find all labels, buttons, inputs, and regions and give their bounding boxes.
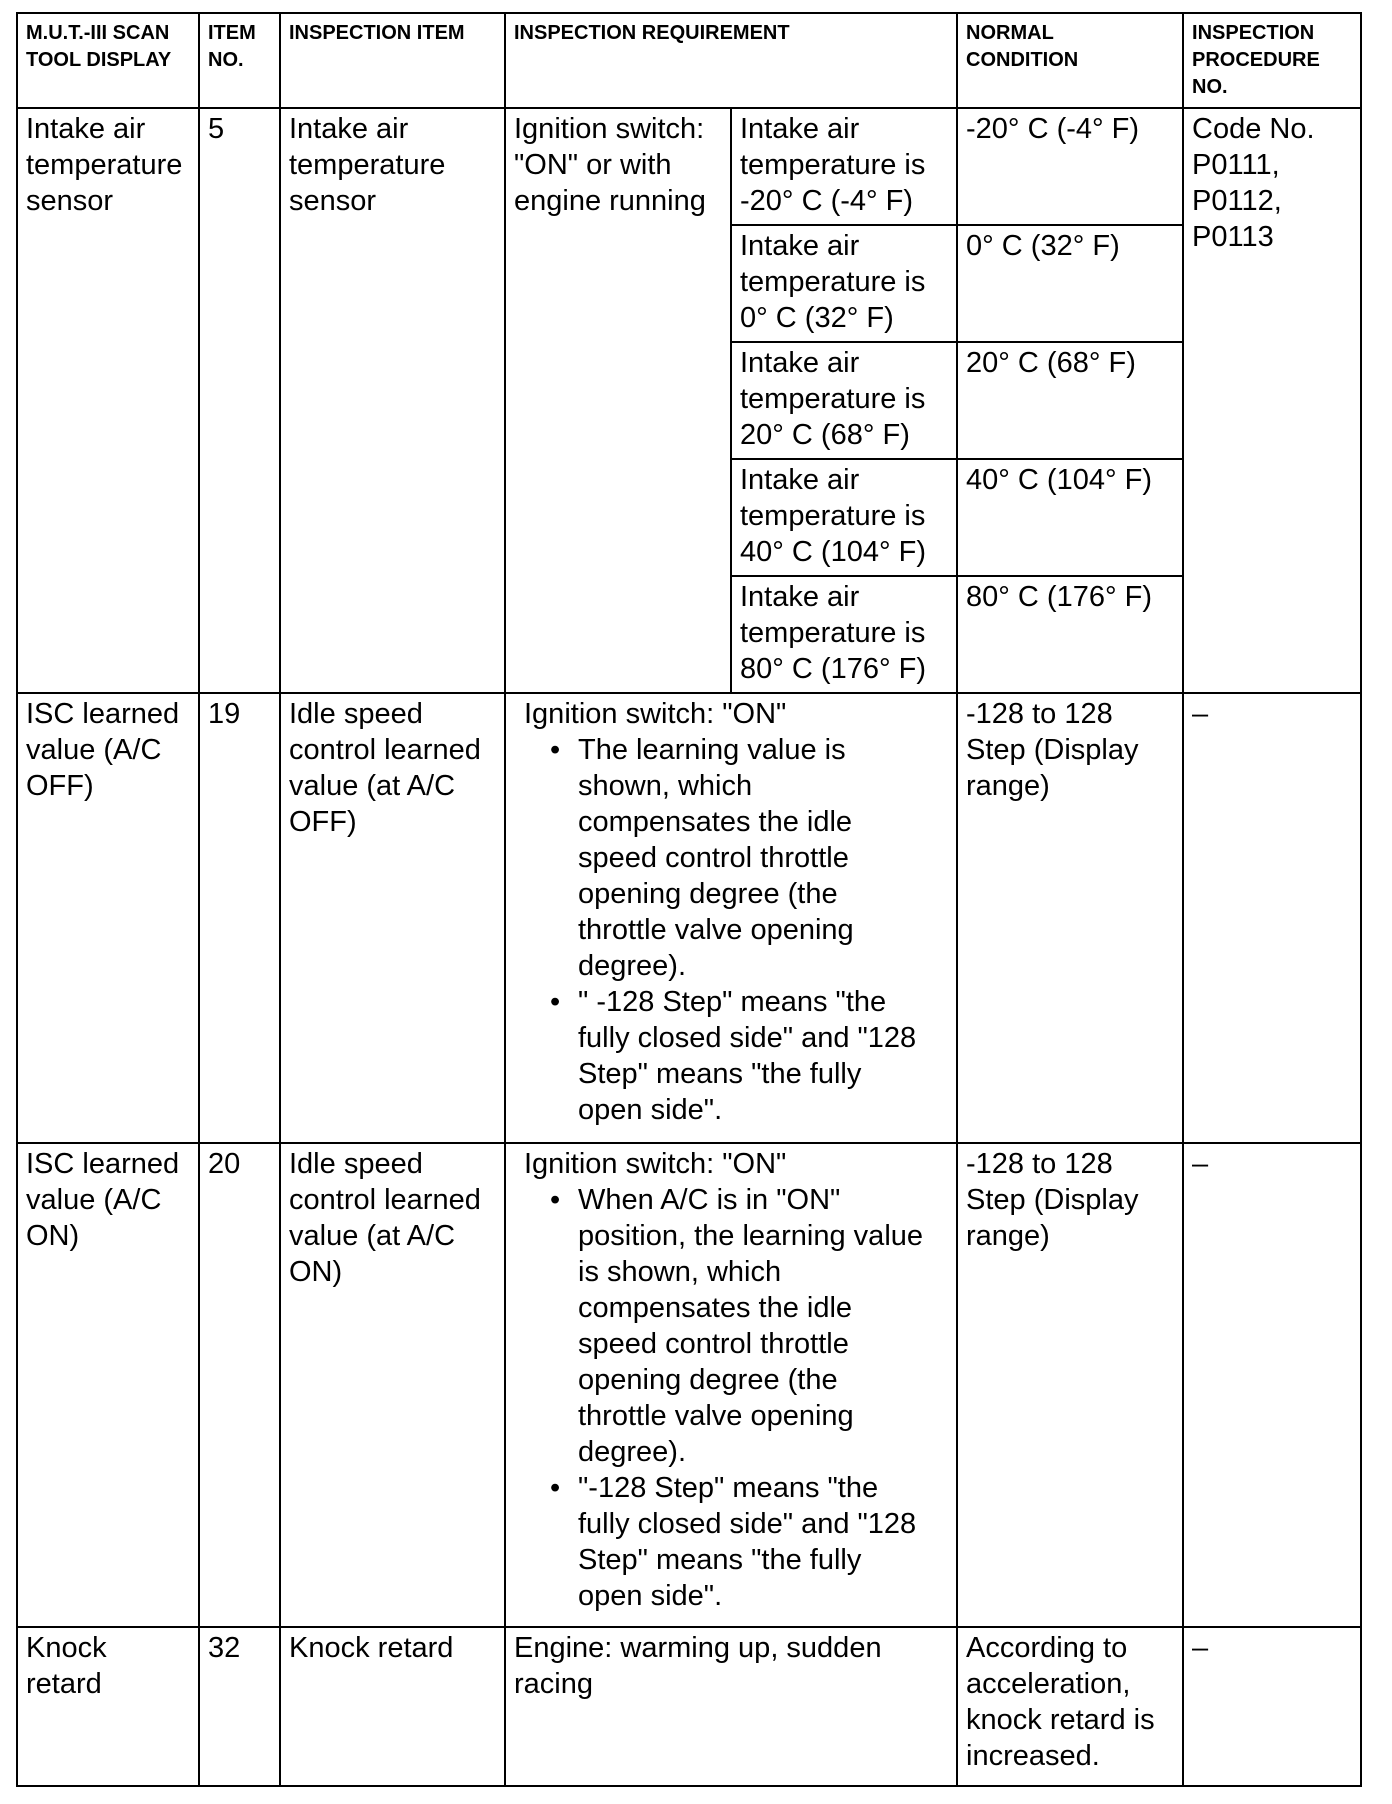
cell-condition: Intake air temperature is 0° C (32° F) — [731, 225, 957, 342]
cell-requirement — [505, 693, 957, 1143]
cell-normal: -20° C (-4° F) — [957, 108, 1183, 225]
list-item: • " -128 Step" means "the fully closed side" and "128 Step" means "the fully open side". — [546, 984, 949, 1128]
cell-inspection-item: Idle speed control learned value (at A/C ON) — [280, 1143, 505, 1627]
header-requirement: INSPECTION REQUIREMENT — [505, 13, 957, 108]
cell-normal: According to acceleration, knock retard is increased. — [957, 1627, 1183, 1786]
table-row-knock — [17, 1627, 1361, 1786]
cell-display: Intake air temperature sensor — [17, 108, 199, 693]
cell-inspection-item: Knock retard — [280, 1627, 505, 1786]
table-row-intake-1 — [17, 108, 1361, 225]
list-item: • When A/C is in "ON" position, the learning value is shown, which compensates the idle speed control throttle opening degree (the throttle valve opening degree). — [546, 1182, 949, 1470]
cell-item-no: 5 — [199, 108, 280, 693]
cell-normal: 40° C (104° F) — [957, 459, 1183, 576]
inspection-table — [16, 12, 1362, 1787]
header-display: M.U.T.-III SCAN TOOL DISPLAY — [17, 13, 199, 108]
cell-requirement: Engine: warming up, sudden racing — [505, 1627, 957, 1786]
header-procedure-no: INSPECTION PROCEDURE NO. — [1183, 13, 1361, 108]
cell-procedure-no: – — [1183, 1143, 1361, 1627]
cell-item-no: 19 — [199, 693, 280, 1143]
cell-procedure-no: – — [1183, 693, 1361, 1143]
cell-normal: -128 to 128 Step (Display range) — [957, 1143, 1183, 1627]
cell-condition: Intake air temperature is 80° C (176° F) — [731, 576, 957, 693]
cell-inspection-item: Intake air temperature sensor — [280, 108, 505, 693]
header-normal-condition: NORMAL CONDITION — [957, 13, 1183, 108]
cell-condition: Intake air temperature is 40° C (104° F) — [731, 459, 957, 576]
cell-display: ISC learned value (A/C OFF) — [17, 693, 199, 1143]
cell-display: Knock retard — [17, 1627, 199, 1786]
requirement-intro: Ignition switch: "ON" — [524, 698, 787, 731]
cell-requirement — [505, 1143, 957, 1627]
header-row — [17, 13, 1361, 108]
cell-inspection-item: Idle speed control learned value (at A/C OFF) — [280, 693, 505, 1143]
cell-requirement: Ignition switch: "ON" or with engine running — [505, 108, 731, 693]
cell-item-no: 20 — [199, 1143, 280, 1627]
cell-item-no: 32 — [199, 1627, 280, 1786]
requirement-bullets — [514, 1182, 949, 1614]
cell-condition: Intake air temperature is 20° C (68° F) — [731, 342, 957, 459]
header-inspection-item: INSPECTION ITEM — [280, 13, 505, 108]
requirement-bullets — [514, 732, 949, 1128]
cell-procedure-no: Code No. P0111, P0112, P0113 — [1183, 108, 1361, 693]
requirement-intro: Ignition switch: "ON" — [524, 1148, 787, 1181]
list-item: • The learning value is shown, which compensates the idle speed control throttle opening degree (the throttle valve opening degree). — [546, 732, 949, 984]
cell-condition: Intake air temperature is -20° C (-4° F) — [731, 108, 957, 225]
header-item-no: ITEM NO. — [199, 13, 280, 108]
cell-normal: 0° C (32° F) — [957, 225, 1183, 342]
table-row-isc-off — [17, 693, 1361, 1143]
cell-normal: -128 to 128 Step (Display range) — [957, 693, 1183, 1143]
list-item: • "-128 Step" means "the fully closed side" and "128 Step" means "the fully open side". — [546, 1470, 949, 1614]
table-row-isc-on — [17, 1143, 1361, 1627]
cell-procedure-no: – — [1183, 1627, 1361, 1786]
cell-normal: 20° C (68° F) — [957, 342, 1183, 459]
cell-display: ISC learned value (A/C ON) — [17, 1143, 199, 1627]
cell-normal: 80° C (176° F) — [957, 576, 1183, 693]
